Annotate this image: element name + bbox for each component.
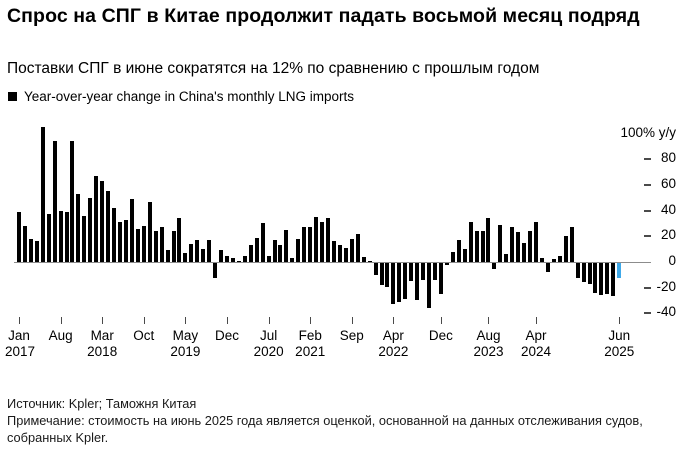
chart-bar <box>356 234 360 262</box>
chart-bar <box>391 263 395 304</box>
legend-swatch-icon <box>8 92 17 101</box>
chart-bar <box>53 141 57 262</box>
chart-bar <box>76 194 80 262</box>
chart-bar <box>47 214 51 262</box>
chart-bar <box>118 222 122 262</box>
chart-bar <box>177 218 181 262</box>
chart-bar <box>261 223 265 262</box>
chart-bar <box>302 227 306 262</box>
x-tick <box>144 317 145 324</box>
chart-bar <box>326 218 330 262</box>
x-tick-month-label: Feb <box>298 328 322 343</box>
x-tick-month-label: Sep <box>339 328 364 343</box>
chart-bar <box>290 258 294 262</box>
y-tick-label: 20 <box>660 227 676 243</box>
x-tick-month-label: Apr <box>525 328 547 343</box>
chart-bar <box>582 263 586 282</box>
chart-bar <box>243 256 247 262</box>
chart-bar <box>492 263 496 269</box>
footer <box>7 396 673 446</box>
chart-bar <box>516 232 520 262</box>
x-tick <box>352 317 353 324</box>
legend-label: Year-over-year change in China's monthly LNG imports <box>24 89 354 104</box>
chart-bar <box>368 261 372 263</box>
chart-bar <box>469 222 473 262</box>
chart-subtitle: Поставки СПГ в июне сократятся на 12% по сравнению с прошлым годом <box>7 60 540 77</box>
x-tick-month-label: Aug <box>48 328 73 343</box>
x-tick-year-label: 2025 <box>604 344 635 359</box>
page-title: Спрос на СПГ в Китае продолжит падать восьмой месяц подряд <box>7 5 640 27</box>
x-tick-year-label: 2023 <box>473 344 504 359</box>
chart-bar <box>576 263 580 278</box>
chart-bar <box>599 263 603 295</box>
chart-bar <box>124 220 128 262</box>
chart-bar <box>605 263 609 294</box>
chart-bar <box>528 231 532 262</box>
chart-bar <box>225 256 229 262</box>
chart-bar <box>308 227 312 262</box>
y-tick-label: -40 <box>656 304 676 320</box>
chart-bar <box>433 263 437 280</box>
chart-bar <box>314 217 318 262</box>
chart-bar <box>207 240 211 262</box>
chart-bar <box>385 263 389 287</box>
chart-bar <box>486 218 490 262</box>
chart-bar <box>160 227 164 262</box>
x-tick <box>19 317 20 324</box>
chart-bar <box>504 254 508 262</box>
chart-bar <box>617 263 621 278</box>
x-tick-year-label: 2020 <box>253 344 284 359</box>
chart-bar <box>172 231 176 262</box>
chart-bar <box>380 263 384 285</box>
x-tick-month-label: Aug <box>476 328 501 343</box>
chart-bar <box>23 226 27 262</box>
chart-bar <box>142 226 146 262</box>
chart-bar <box>564 236 568 262</box>
chart-bar <box>593 263 597 293</box>
x-tick <box>488 317 489 324</box>
x-tick-year-label: 2022 <box>378 344 409 359</box>
x-tick <box>310 317 311 324</box>
chart-bar <box>189 244 193 262</box>
chart-bar <box>421 263 425 280</box>
source-text: Источник: Kpler; Таможня Китая <box>7 396 197 411</box>
x-tick <box>536 317 537 324</box>
chart-bar <box>451 252 455 262</box>
y-tick-label: 60 <box>660 175 676 191</box>
chart-bar <box>231 258 235 262</box>
chart-bar <box>409 263 413 281</box>
x-tick-month-label: Mar <box>90 328 114 343</box>
x-tick-month-label: Jul <box>259 328 278 343</box>
chart-bar <box>415 263 419 300</box>
chart-bar <box>65 212 69 262</box>
chart-bar <box>611 263 615 296</box>
chart-bar <box>136 229 140 262</box>
x-tick-month-label: Oct <box>133 328 155 343</box>
x-tick-year-label: 2017 <box>4 344 36 359</box>
chart-bar <box>403 263 407 299</box>
chart-bar <box>457 240 461 262</box>
x-tick-year-label: 2018 <box>87 344 118 359</box>
chart-bar <box>59 211 63 262</box>
chart-bar <box>498 225 502 262</box>
x-tick-month-label: Jun <box>608 328 631 343</box>
chart-bar <box>213 263 217 278</box>
x-tick <box>619 317 620 324</box>
x-tick-year-label: 2021 <box>295 344 326 359</box>
chart-bar <box>588 263 592 284</box>
x-tick-month-label: Dec <box>214 328 240 343</box>
y-tick-label: 0 <box>668 253 676 268</box>
chart-bar <box>534 222 538 262</box>
chart-bar <box>130 199 134 262</box>
x-tick <box>185 317 186 324</box>
chart-bar <box>427 263 431 308</box>
chart-bar <box>154 231 158 262</box>
chart-bar <box>510 227 514 262</box>
chart-bar <box>94 176 98 262</box>
chart-bar <box>201 249 205 262</box>
chart-bar <box>35 241 39 262</box>
x-tick <box>393 317 394 324</box>
x-tick <box>227 317 228 324</box>
chart-bar <box>350 239 354 262</box>
chart-bar <box>332 241 336 262</box>
x-tick-year-label: 2024 <box>521 344 552 359</box>
chart-bar <box>362 257 366 262</box>
chart-bar <box>463 249 467 262</box>
chart-bar <box>70 141 74 262</box>
chart-bar <box>219 250 223 262</box>
chart-bar <box>82 216 86 262</box>
chart-bar <box>166 250 170 262</box>
chart-bar <box>278 245 282 262</box>
x-tick <box>269 317 270 324</box>
chart-bar <box>397 263 401 302</box>
x-tick-year-label: 2019 <box>170 344 201 359</box>
chart-bar <box>88 198 92 262</box>
chart-bar <box>320 222 324 262</box>
chart-bar <box>481 231 485 262</box>
chart-bar <box>106 191 110 262</box>
chart-bar <box>29 239 33 262</box>
x-tick-month-label: Apr <box>382 328 404 343</box>
chart-bar <box>17 212 21 262</box>
x-tick-month-label: May <box>172 328 199 343</box>
y-tick-label: 40 <box>660 201 676 217</box>
chart-bar <box>249 245 253 262</box>
y-tick-label: -20 <box>656 278 676 294</box>
chart-bar <box>558 256 562 262</box>
chart-bar <box>338 245 342 262</box>
chart-bar <box>546 263 550 272</box>
chart-bar <box>284 230 288 262</box>
chart-bar <box>439 263 443 294</box>
chart-bar <box>540 258 544 262</box>
chart-bar <box>112 208 116 262</box>
chart-bar <box>148 202 152 262</box>
chart-bar <box>522 243 526 262</box>
x-tick <box>61 317 62 324</box>
y-axis-unit-label: 100% y/y <box>620 124 676 140</box>
chart-bar <box>570 227 574 262</box>
chart-bar <box>195 240 199 262</box>
chart-bar <box>552 259 556 262</box>
chart-bar <box>237 261 241 263</box>
chart-bar <box>374 263 378 275</box>
x-tick <box>102 317 103 324</box>
x-tick-month-label: Dec <box>428 328 453 343</box>
x-tick-month-label: Jan <box>8 328 30 343</box>
chart-bar <box>267 256 271 262</box>
chart-bar <box>475 231 479 262</box>
note-text: Примечание: стоимость на июнь 2025 года является оценкой, основанной на данных отслеживания судов, собранных Kpler. <box>7 413 643 445</box>
chart-bar <box>445 263 449 265</box>
chart-bar <box>100 181 104 262</box>
chart-bar <box>344 248 348 262</box>
chart-bar <box>183 253 187 262</box>
chart-bar <box>273 240 277 262</box>
legend <box>8 89 354 104</box>
x-tick <box>441 317 442 324</box>
chart-bar <box>296 239 300 262</box>
zero-axis-line <box>14 262 651 263</box>
chart-bar <box>41 127 45 262</box>
chart-bar <box>255 238 259 262</box>
y-tick-label: 80 <box>660 150 676 166</box>
